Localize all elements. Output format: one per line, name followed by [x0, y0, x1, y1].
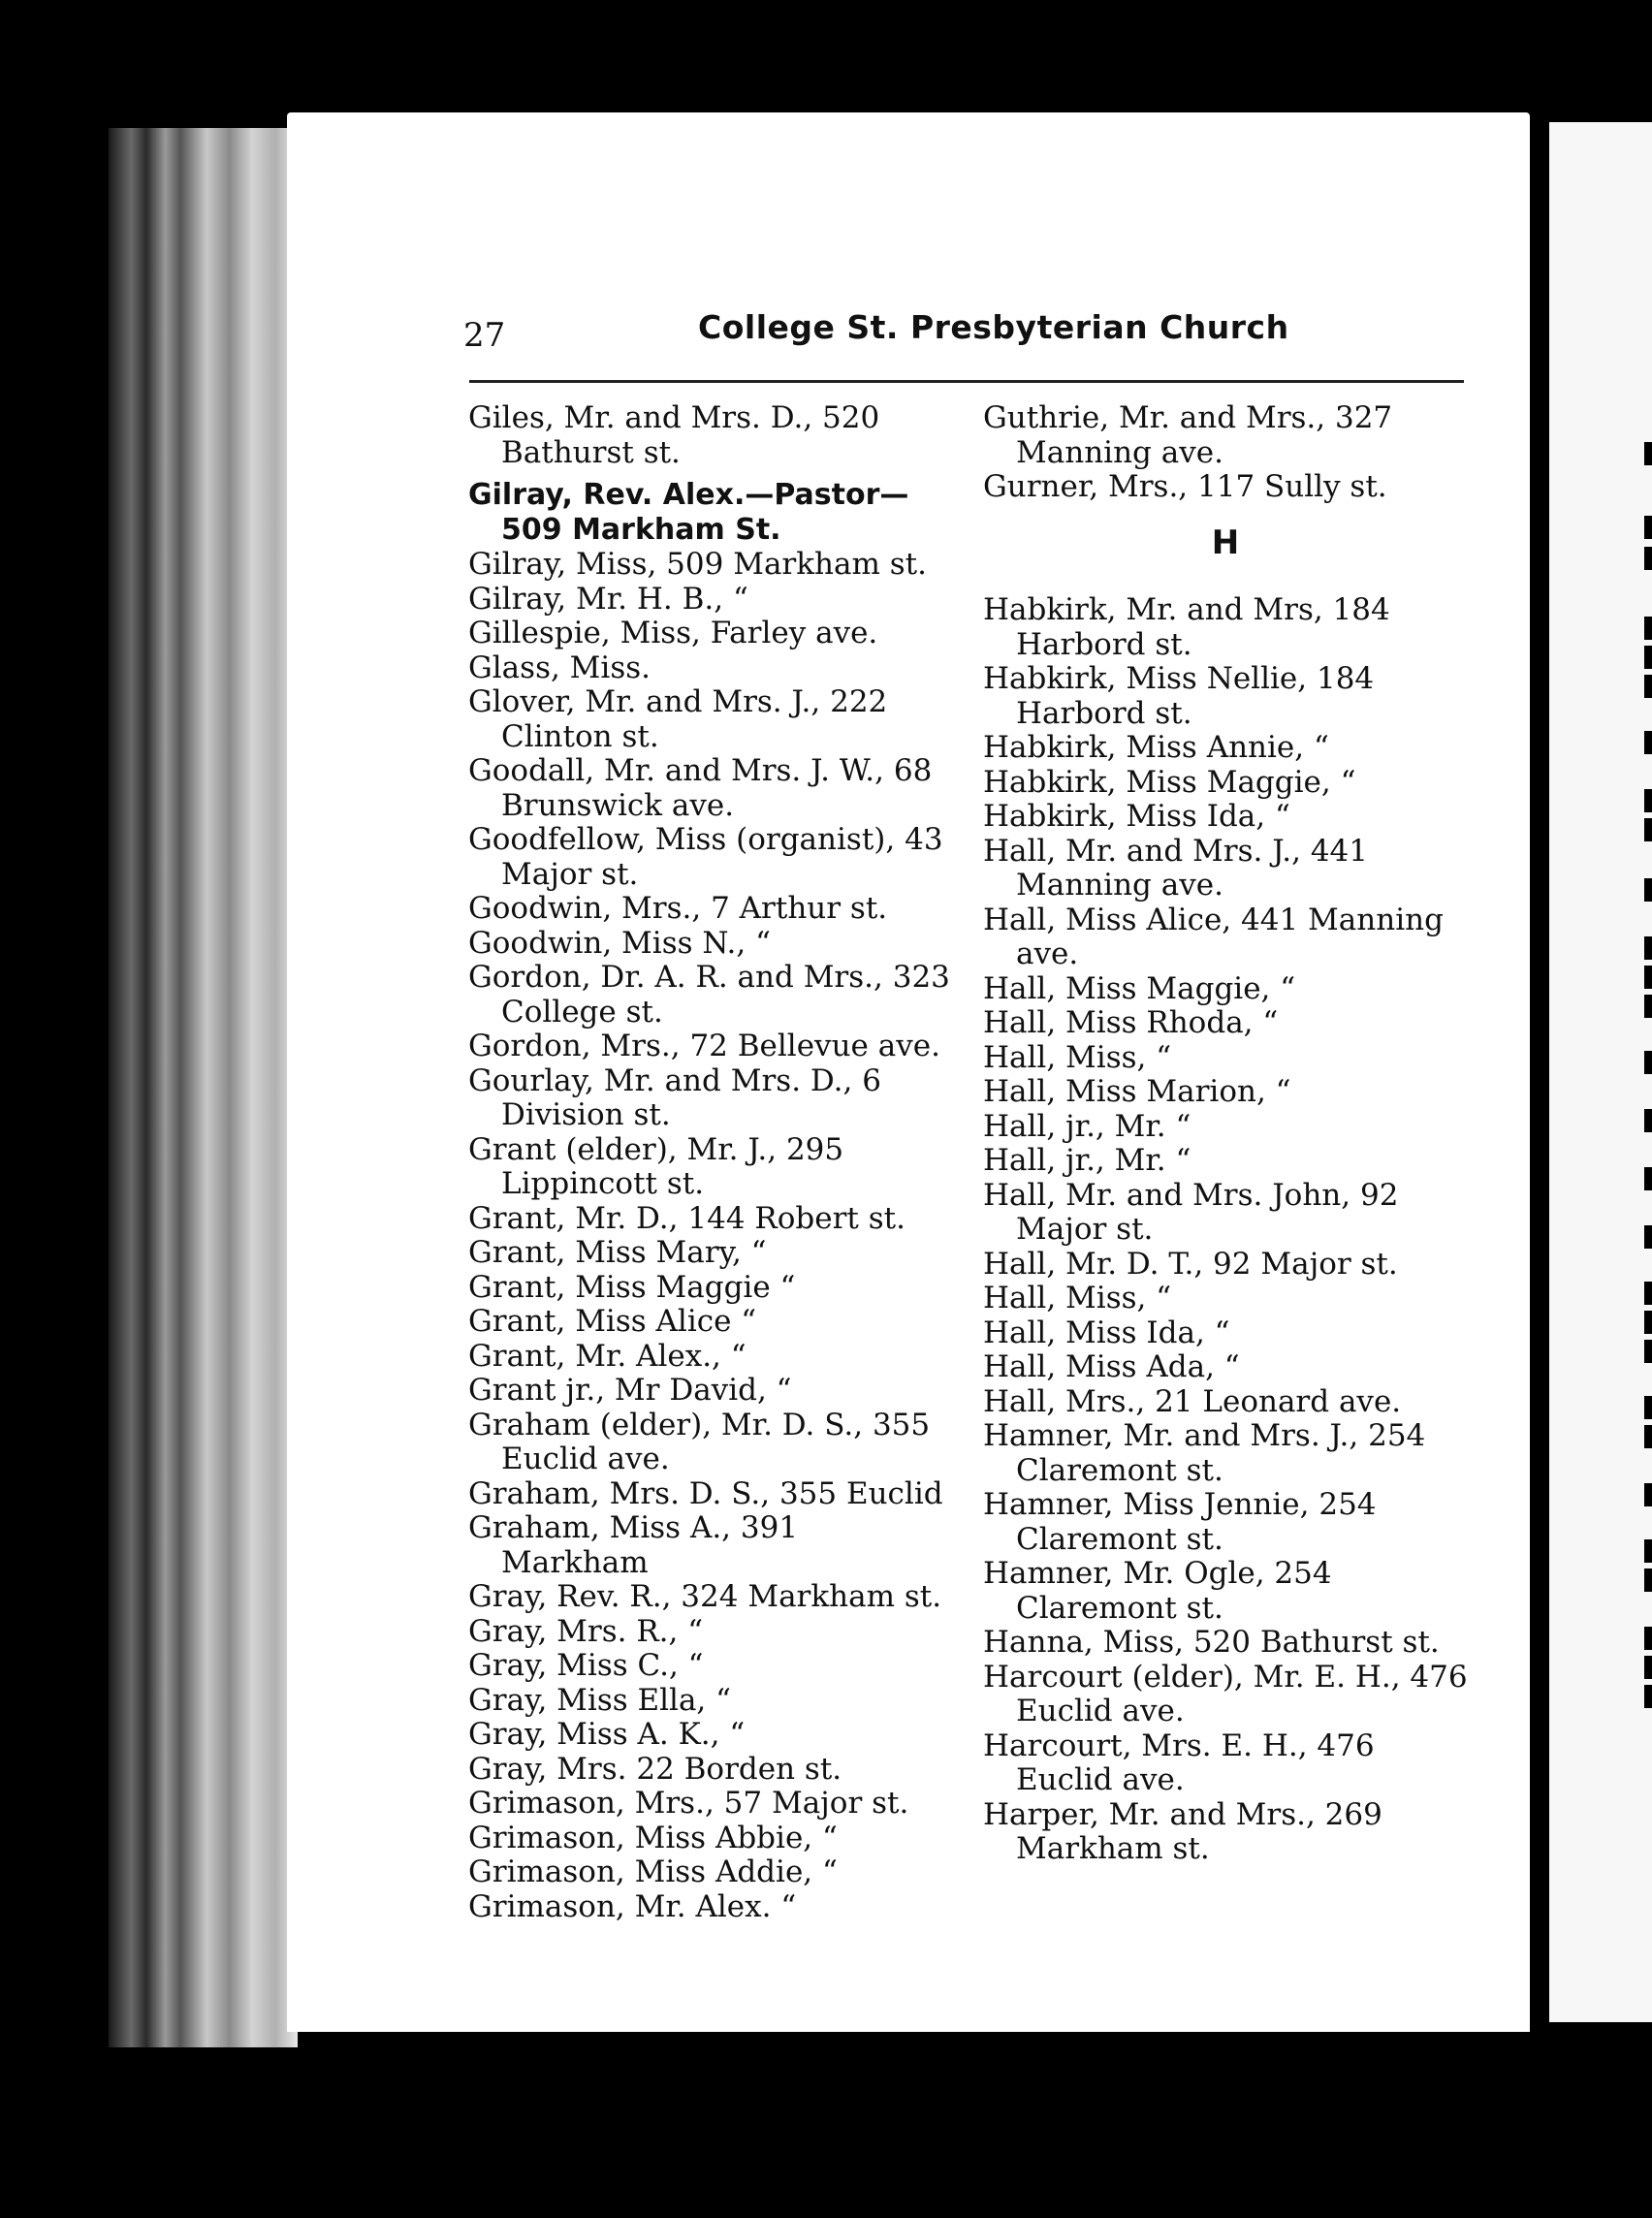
directory-entry: Hall, Mr. D. T., 92 Major st.	[983, 1246, 1398, 1282]
directory-entry: Gray, Miss A. K., “	[468, 1717, 746, 1752]
directory-entry: Grimason, Miss Abbie, “	[468, 1820, 838, 1855]
directory-entry: Graham, Mrs. D. S., 355 Euclid	[468, 1475, 943, 1511]
directory-entry: Gray, Mrs. 22 Borden st.	[468, 1751, 842, 1787]
directory-entry: Hall, Mr. and Mrs. J., 441 Manning ave.	[983, 833, 1368, 903]
directory-entry: Hamner, Mr. and Mrs. J., 254 Claremont st.	[983, 1418, 1426, 1488]
directory-entry: Giles, Mr. and Mrs. D., 520 Bathurst st.	[468, 400, 880, 470]
directory-entry-pastor: Gilray, Rev. Alex.—Pastor— 509 Markham St.	[468, 478, 909, 547]
directory-entry: Grimason, Mr. Alex. “	[468, 1888, 797, 1924]
page-number: 27	[463, 316, 506, 355]
directory-entry: Hall, jr., Mr. “	[983, 1143, 1191, 1178]
directory-entry: Hall, Miss Rhoda, “	[983, 1005, 1279, 1040]
directory-entry: Grant, Miss Mary, “	[468, 1235, 767, 1270]
directory-entry: Habkirk, Miss Ida, “	[983, 799, 1290, 834]
directory-entry: Hall, Miss Ida, “	[983, 1315, 1230, 1350]
directory-entry: Graham, Miss A., 391 Markham	[468, 1510, 799, 1580]
directory-entry: Grimason, Miss Addie, “	[468, 1854, 838, 1889]
directory-entry: Goodfellow, Miss (organist), 43 Major st.	[468, 822, 943, 892]
directory-entry: Habkirk, Miss Maggie, “	[983, 764, 1356, 800]
directory-entry: Grant (elder), Mr. J., 295 Lippincott st.	[468, 1131, 844, 1201]
left-column	[468, 401, 953, 1924]
directory-entry: Glass, Miss.	[468, 650, 651, 685]
directory-entry: Hall, Miss, “	[983, 1281, 1172, 1315]
directory-entry: Habkirk, Miss Nellie, 184 Harbord st.	[983, 661, 1375, 731]
directory-entry: Hamner, Mr. Ogle, 254 Claremont st.	[983, 1556, 1332, 1626]
directory-entry: Harper, Mr. and Mrs., 269 Markham st.	[983, 1796, 1382, 1866]
directory-entry: Hall, jr., Mr. “	[983, 1108, 1191, 1144]
directory-entry: Goodwin, Mrs., 7 Arthur st.	[468, 891, 888, 926]
right-column	[983, 401, 1468, 1867]
directory-entry: Hall, Miss Maggie, “	[983, 970, 1296, 1006]
directory-entry: Harcourt, Mrs. E. H., 476 Euclid ave.	[983, 1727, 1375, 1797]
directory-entry: Gray, Mrs. R., “	[468, 1613, 704, 1649]
directory-entry: Hanna, Miss, 520 Bathurst st.	[983, 1625, 1440, 1660]
directory-entry: Hall, Miss, “	[983, 1039, 1172, 1075]
directory-entry: Gillespie, Miss, Farley ave.	[468, 616, 878, 650]
directory-entry: Habkirk, Mr. and Mrs, 184 Harbord st.	[983, 592, 1390, 662]
running-head-title: College St. Presbyterian Church	[698, 308, 1289, 346]
header-rule	[469, 380, 1464, 383]
directory-entry: Habkirk, Miss Annie, “	[983, 730, 1329, 765]
directory-entry: Gordon, Dr. A. R. and Mrs., 323 College st.	[468, 960, 950, 1030]
directory-entry: Grimason, Mrs., 57 Major st.	[468, 1786, 909, 1821]
directory-entry: Graham (elder), Mr. D. S., 355 Euclid ave.	[468, 1407, 931, 1476]
directory-entry: Hamner, Miss Jennie, 254 Claremont st.	[983, 1487, 1377, 1557]
directory-entry: Gurner, Mrs., 117 Sully st.	[983, 469, 1387, 504]
directory-entry: Grant, Mr. D., 144 Robert st.	[468, 1200, 905, 1236]
directory-entry: Grant, Miss Alice “	[468, 1304, 757, 1339]
directory-entry: Hall, Mr. and Mrs. John, 92 Major st.	[983, 1177, 1399, 1247]
directory-entry: Hall, Miss Marion, “	[983, 1074, 1291, 1109]
directory-entry: Gray, Rev. R., 324 Markham st.	[468, 1579, 942, 1614]
directory-entry: Gilray, Miss, 509 Markham st.	[468, 547, 927, 582]
section-letter-heading: H	[1211, 523, 1240, 562]
book-spine-edge	[109, 128, 298, 2047]
directory-entry: Guthrie, Mr. and Mrs., 327 Manning ave.	[983, 400, 1393, 470]
directory-entry: Grant, Mr. Alex., “	[468, 1338, 747, 1374]
directory-entry: Goodall, Mr. and Mrs. J. W., 68 Brunswick ave.	[468, 753, 933, 823]
directory-entry: Gray, Miss C., “	[468, 1648, 704, 1683]
adjacent-page-edge	[1549, 122, 1652, 2022]
directory-entry: Glover, Mr. and Mrs. J., 222 Clinton st.	[468, 684, 888, 754]
directory-entry: Hall, Miss Alice, 441 Manning ave.	[983, 902, 1444, 971]
directory-entry: Gourlay, Mr. and Mrs. D., 6 Division st.	[468, 1062, 881, 1132]
directory-entry: Grant jr., Mr David, “	[468, 1373, 792, 1408]
directory-entry: Gray, Miss Ella, “	[468, 1682, 731, 1718]
directory-entry: Gilray, Mr. H. B., “	[468, 581, 748, 617]
directory-entry: Gordon, Mrs., 72 Bellevue ave.	[468, 1029, 940, 1063]
directory-entry: Goodwin, Miss N., “	[468, 925, 771, 961]
directory-entry: Harcourt (elder), Mr. E. H., 476 Euclid ave.	[983, 1659, 1468, 1728]
directory-entry: Hall, Mrs., 21 Leonard ave.	[983, 1383, 1402, 1419]
directory-entry: Grant, Miss Maggie “	[468, 1269, 796, 1305]
directory-entry: Hall, Miss Ada, “	[983, 1349, 1240, 1384]
